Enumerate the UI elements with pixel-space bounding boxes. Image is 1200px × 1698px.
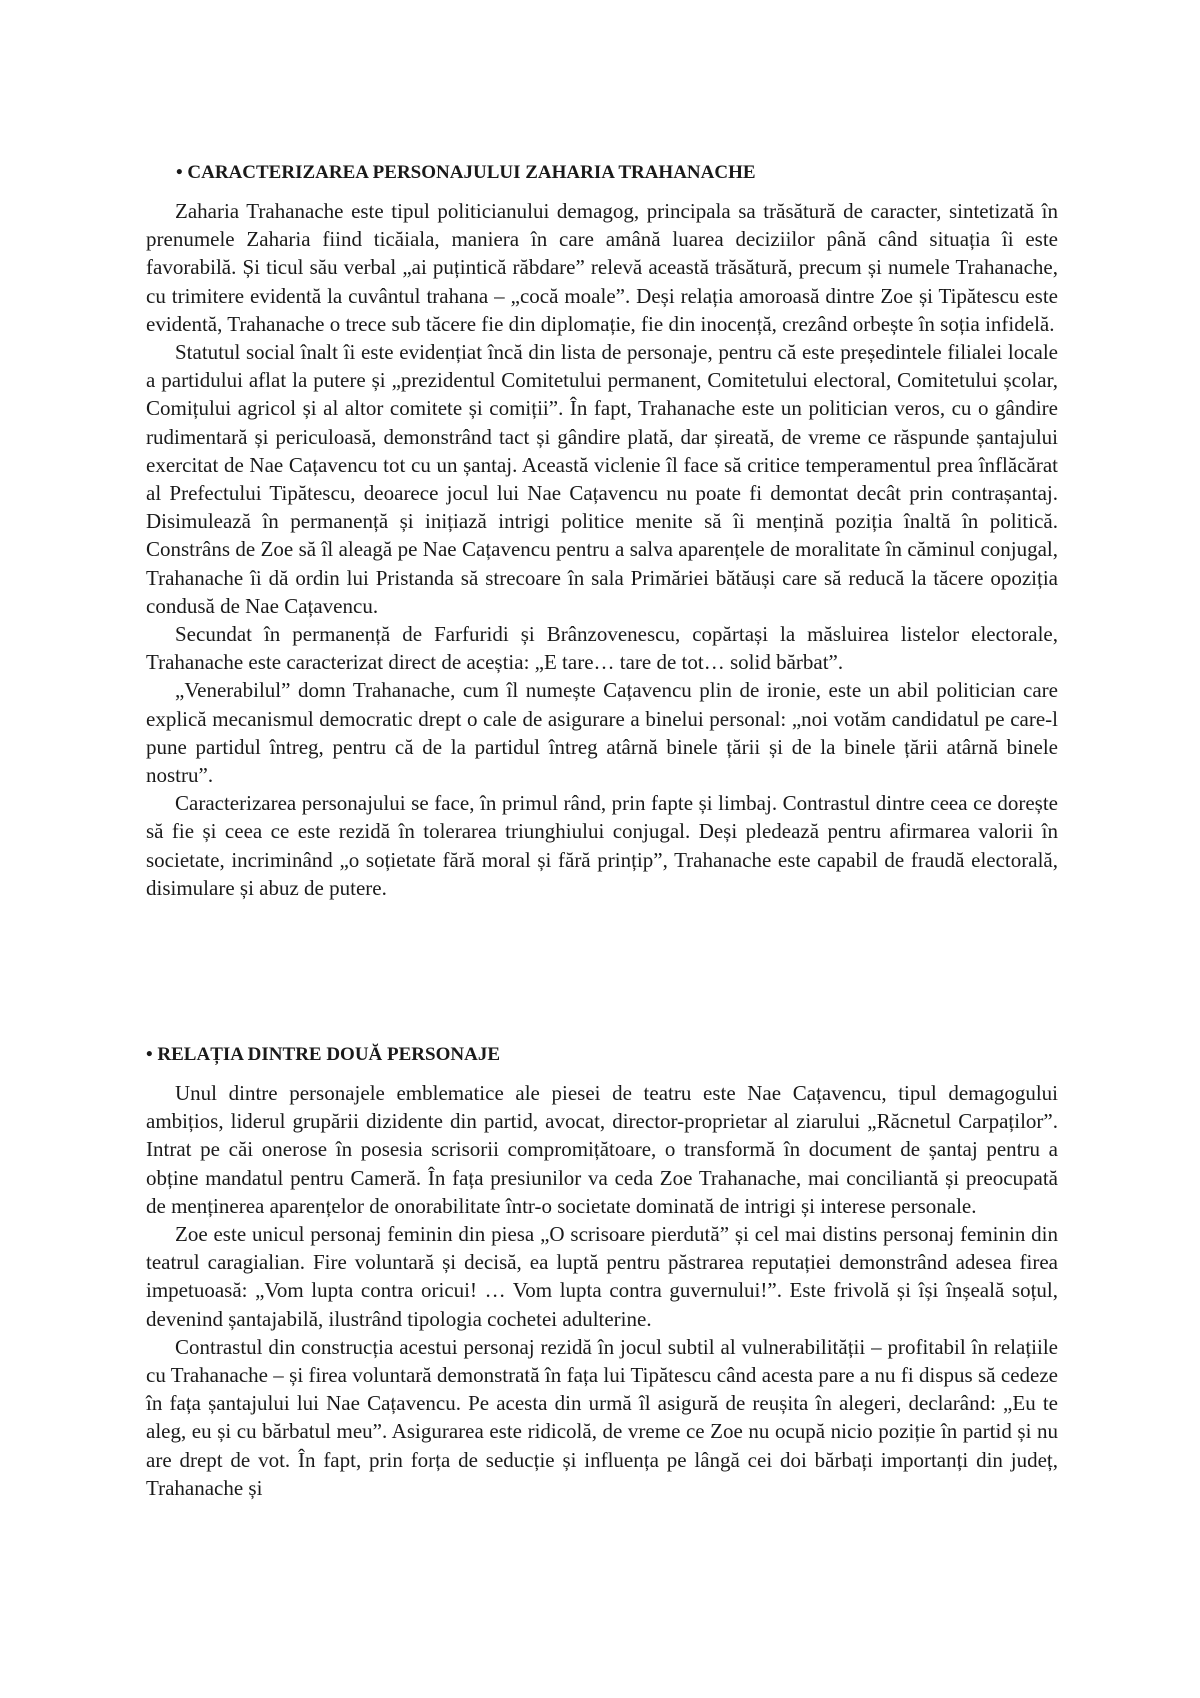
paragraph: Contrastul din construcția acestui personaj rezidă în jocul subtil al vulnerabilității – profitabil în relațiile cu Trahanache – și firea voluntară demonstrată în fața lui Tipătescu când acesta pare a nu fi dispus să cedeze în fața șantajului lui Nae Cațavencu. Pe acesta din urmă îl asigură de reușita în alegeri, declarând: „Eu te aleg, eu și cu bărbatul meu”. Asigurarea este ridicolă, de vreme ce Zoe nu ocupă nicio poziție în partid și nu are drept de vot. În fapt, prin forța de seducție și influența pe lângă cei doi bărbați importanți din județ, Trahanache și [146,1334,1058,1500]
paragraph: Zaharia Trahanache este tipul politicianului demagog, principala sa trăsătură de caracter, sintetizată în prenumele Zaharia fiind ticăiala, maniera în care amână luarea deciziilor până când situația îi este favorabilă. Și ticul său verbal „ai puțintică răbdare” relevă această trăsătură, precum și numele Trahanache, cu trimitere evidentă la cuvântul trahana – „cocă moale”. Deși relația amoroasă dintre Zoe și Tipătescu este evidentă, Trahanache o trece sub tăcere fie din diplomație, fie din inocență, crezând orbește în soția infidelă. [146,199,1058,336]
section-caracterizare [146,160,1058,902]
paragraph: Statutul social înalt îi este evidențiat încă din lista de personaje, pentru că este președintele filialei locale a partidului aflat la putere și „prezidentul Comitetului permanent, Comitetului electoral, Comitetului școlar, Comițului agricol și al altor comitete și comiții”. În fapt, Trahanache este un politician veros, cu o gândire rudimentară și periculoasă, demonstrând tact și gândire plată, dar șireată, de vreme ce răspunde șantajului exercitat de Nae Cațavencu tot cu un șantaj. Această viclenie îl face să critice temperamentul prea înflăcărat al Prefectului Tipătescu, deoarece jocul lui Nae Cațavencu nu poate fi demontat decât prin contrașantaj. Disimulează în permanență și inițiază intrigi politice menite să îi mențină poziția înaltă în politică. Constrâns de Zoe să îl aleagă pe Nae Cațavencu pentru a salva aparențele de moralitate în căminul conjugal, Trahanache îi dă ordin lui Pristanda să strecoare în sala Primăriei bătăuși care să reducă la tăcere opoziția condusă de Nae Cațavencu. [146,340,1058,618]
section-relatie [146,1042,1058,1502]
section-heading: • RELAȚIA DINTRE DOUĂ PERSONAJE [146,1044,500,1065]
paragraph: Caracterizarea personajului se face, în primul rând, prin fapte și limbaj. Contrastul dintre ceea ce dorește să fie și ceea ce este rezidă în tolerarea triunghiului conjugal. Deși pledează pentru afirmarea valorii în societate, incriminând „o soțietate fără moral și fără prințip”, Trahanache este capabil de fraudă electorală, disimulare și abuz de putere. [146,791,1058,900]
paragraph: Unul dintre personajele emblematice ale piesei de teatru este Nae Cațavencu, tipul demagogului ambițios, liderul grupării dizidente din partid, avocat, director-proprietar al ziarului „Răcnetul Carpaților”. Intrat pe căi onerose în posesia scrisorii compromițătoare, o transformă în document de șantaj pentru a obține mandatul pentru Cameră. În fața presiunilor va ceda Zoe Trahanache, mai conciliantă și preocupată de menținerea aparențelor de onorabilitate într-o societate dominată de intrigi și interese personale. [146,1081,1058,1218]
paragraph: „Venerabilul” domn Trahanache, cum îl numește Cațavencu plin de ironie, este un abil politician care explică mecanismul democratic drept o cale de asigurare a binelui personal: „noi votăm candidatul pe care-l pune partidul întreg, pentru că de la partidul întreg atârnă binele țării și de la binele țării atârnă binele nostru”. [146,678,1058,788]
paragraph: Zoe este unicul personaj feminin din piesa „O scrisoare pierdută” și cel mai distins personaj feminin din teatrul caragialian. Fire voluntară și decisă, ea luptă pentru păstrarea reputației demonstrând adesea firea impetuoasă: „Vom lupta contra oricui! … Vom lupta contra guvernului!”. Este frivolă și își înșeală soțul, devenind șantajabilă, ilustrând tipologia cochetei adulterine. [146,1222,1058,1331]
paragraph: Secundat în permanență de Farfuridi și Brânzovenescu, copărtași la măsluirea listelor electorale, Trahanache este caracterizat direct de aceștia: „E tare… tare de tot… solid bărbat”. [146,622,1058,675]
section-heading: • CARACTERIZAREA PERSONAJULUI ZAHARIA TRAHANACHE [176,162,756,183]
